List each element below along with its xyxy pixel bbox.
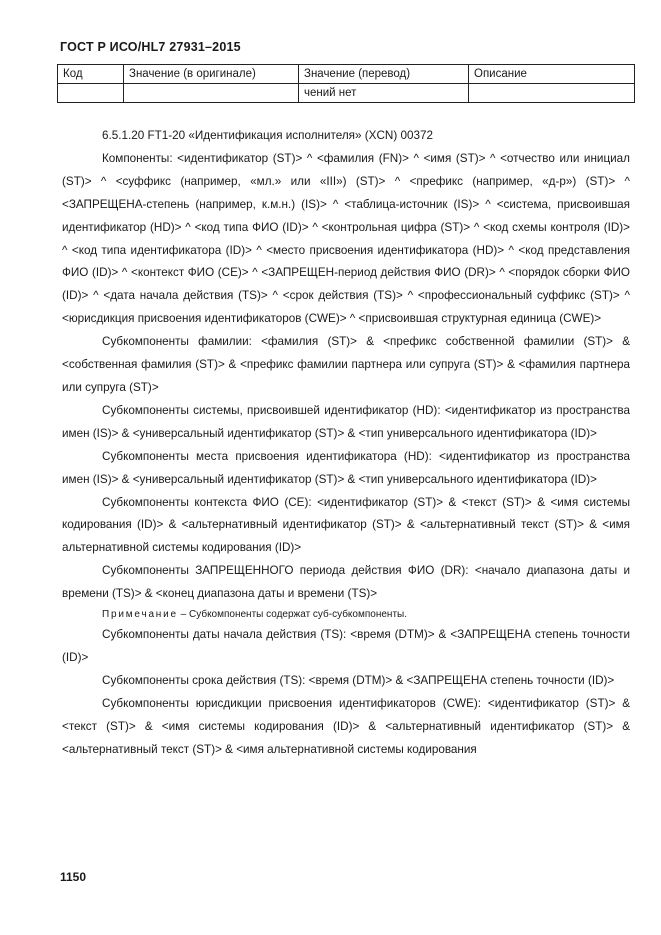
page-number: 1150 xyxy=(60,870,87,884)
table-cell: чений нет xyxy=(299,84,469,103)
paragraph: Субкомпоненты фамилии: <фамилия (ST)> & <префикс собственной фамилии (ST)> & <собственная фамилия (ST)> & <префикс фамилии партнера или супруга (ST)> & <фамилия партнера или супруга (ST)> xyxy=(62,335,630,394)
paragraph: Субкомпоненты ЗАПРЕЩЕННОГО периода действия ФИО (DR): <начало диапазона даты и времени (TS)> & <конец диапазона даты и времени (TS)> xyxy=(62,564,630,601)
note-text: – Субкомпоненты содержат суб-субкомпоненты. xyxy=(177,609,407,621)
note-label: Примечание xyxy=(102,609,178,621)
paragraph: Субкомпоненты юрисдикции присвоения идентификаторов (CWE): <идентификатор (ST)> & <текст (ST)> & <имя системы кодирования (ID)> & <альтернативный идентификатор (ST)> & <альтернативный текст (ST)> & <имя альтернативной системы кодирования xyxy=(62,696,630,756)
column-header-original-value: Значение (в оригинале) xyxy=(124,65,299,84)
note xyxy=(62,606,630,623)
table-header-row xyxy=(58,65,635,84)
paragraph: Субкомпоненты контекста ФИО (CE): <идентификатор (ST)> & <текст (ST)> & <имя системы кодирования (ID)> & <альтернативный идентификатор (ST)> & <альтернативный текст (ST)> & <имя альтернативной системы кодирования (ID)> xyxy=(62,495,630,555)
table-cell xyxy=(124,84,299,103)
document-header: ГОСТ Р ИСО/HL7 27931–2015 xyxy=(60,40,241,54)
document-body xyxy=(62,125,630,761)
paragraph: Субкомпоненты места присвоения идентификатора (HD): <идентификатор из пространства имен (IS)> & <универсальный идентификатор (ST)> & <тип универсального идентификатора (ID)> xyxy=(62,449,630,486)
table-row xyxy=(58,84,635,103)
code-table xyxy=(57,64,635,103)
section-heading: 6.5.1.20 FT1-20 «Идентификация исполнителя» (XCN) 00372 xyxy=(102,129,433,142)
column-header-code: Код xyxy=(58,65,124,84)
column-header-description: Описание xyxy=(469,65,635,84)
column-header-translated-value: Значение (перевод) xyxy=(299,65,469,84)
table-cell xyxy=(58,84,124,103)
components-paragraph: Компоненты: <идентификатор (ST)> ^ <фамилия (FN)> ^ <имя (ST)> ^ <отчество или инициал (ST)> ^ <суффикс (например, «мл.» или «III») (ST)> ^ <префикс (например, «д-р») (ST)> ^ <ЗАПРЕЩЕНА-степень (например, к.м.н.) (IS)> ^ <таблица-источник (IS)> ^ <система, присвоившая идентификатор (HD)> ^ <код типа ФИО (ID)> ^ <контрольная цифра (ST)> ^ <код схемы контроля (ID)> ^ <код типа идентификатора (ID)> ^ <место присвоения идентификатора (HD)> ^ <код представления ФИО (ID)> ^ <контекст ФИО (CE)> ^ <ЗАПРЕЩЕН-период действия ФИО (DR)> ^ <порядок сборки ФИО (ID)> ^ <дата начала действия (TS)> ^ <срок действия (TS)> ^ <профессиональный суффикс (ST)> ^ <юрисдикция присвоения идентификаторов (CWE)> ^ <присвоившая структурная единица (CWE)> xyxy=(62,151,630,326)
paragraph: Субкомпоненты системы, присвоившей идентификатор (HD): <идентификатор из пространства имен (IS)> & <универсальный идентификатор (ST)> & <тип универсального идентификатора (ID)> xyxy=(62,403,630,440)
paragraph: Субкомпоненты даты начала действия (TS): <время (DTM)> & <ЗАПРЕЩЕНА степень точности (ID)> xyxy=(62,628,630,664)
table-cell xyxy=(469,84,635,103)
paragraph: Субкомпоненты срока действия (TS): <время (DTM)> & <ЗАПРЕЩЕНА степень точности (ID)> xyxy=(102,673,615,687)
